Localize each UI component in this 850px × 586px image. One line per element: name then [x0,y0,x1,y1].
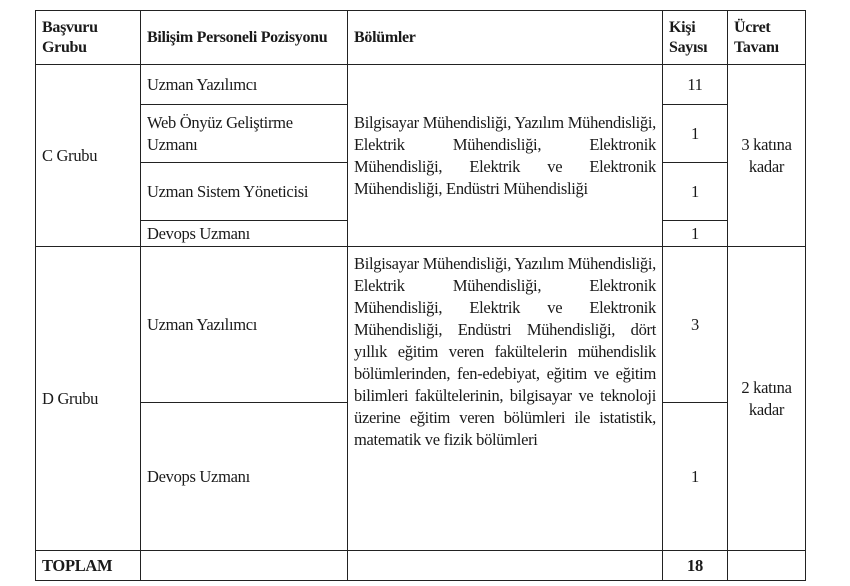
header-departments: Bölümler [348,11,663,65]
header-row [36,11,806,65]
table-row [36,65,806,105]
position-count: 1 [663,105,728,163]
group-departments: Bilgisayar Mühendisliği, Yazılım Mühendisliği, Elektrik Mühendisliği, Elektronik Mühendisliği, Elektrik ve Elektronik Mühendisliği, Endüstri Mühendisliği, dört yıllık eğitim veren fakültelerin mühendislik bölümlerinden, fen-edebiyat, eğitim ve eğitim bilimleri fakültelerinin, bilgisayar ve teknoloji üzerine eğitim veren bölümleri ile istatistik, matematik ve fizik bölümleri [348,247,663,551]
group-salary: 3 katına kadar [728,65,806,247]
position-count: 11 [663,65,728,105]
group-departments: Bilgisayar Mühendisliği, Yazılım Mühendisliği, Elektrik Mühendisliği, Elektronik Mühendisliği, Elektrik ve Elektronik Mühendisliği, Endüstri Mühendisliği [348,65,663,247]
position-title: Devops Uzmanı [141,221,348,247]
total-row [36,551,806,581]
header-group: Başvuru Grubu [36,11,141,65]
empty-cell [348,551,663,581]
position-count: 3 [663,247,728,403]
position-title: Uzman Yazılımcı [141,65,348,105]
header-count: Kişi Sayısı [663,11,728,65]
table-row [36,247,806,403]
position-title: Uzman Sistem Yöneticisi [141,163,348,221]
position-title: Uzman Yazılımcı [141,247,348,403]
group-salary: 2 katına kadar [728,247,806,551]
position-count: 1 [663,163,728,221]
header-position: Bilişim Personeli Pozisyonu [141,11,348,65]
empty-cell [141,551,348,581]
group-name: D Grubu [36,247,141,551]
empty-cell [728,551,806,581]
total-count: 18 [663,551,728,581]
total-label: TOPLAM [36,551,141,581]
position-title: Devops Uzmanı [141,403,348,551]
personnel-table [35,10,806,581]
header-salary: Ücret Tavanı [728,11,806,65]
position-count: 1 [663,221,728,247]
group-name: C Grubu [36,65,141,247]
position-count: 1 [663,403,728,551]
position-title: Web Önyüz Geliştirme Uzmanı [141,105,348,163]
